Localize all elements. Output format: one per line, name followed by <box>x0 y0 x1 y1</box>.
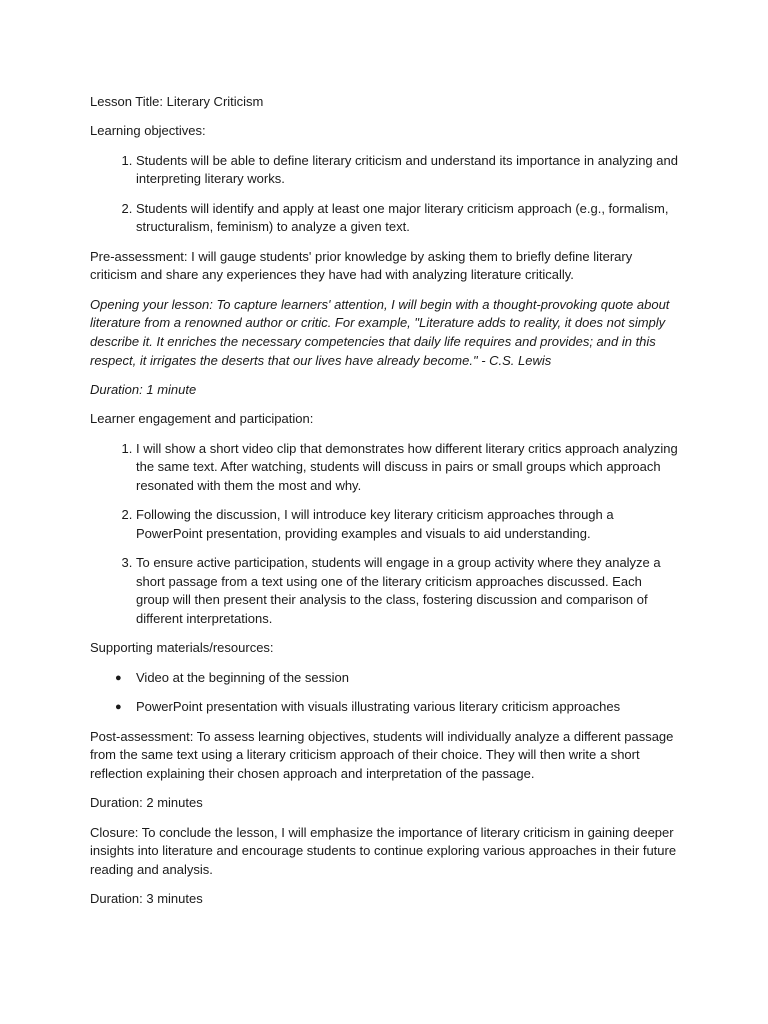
list-item <box>115 698 678 717</box>
materials-list <box>90 669 678 717</box>
list-item-text: PowerPoint presentation with visuals illustrating various literary criticism approaches <box>136 699 621 715</box>
materials-heading: Supporting materials/resources: <box>90 640 274 656</box>
lesson-title: Lesson Title: Literary Criticism <box>90 94 264 109</box>
opening-paragraph: Opening your lesson: To capture learners' attention, I will begin with a thought-provoking quote about literature from a renowned author or critic. For example, "Literature adds to reality, it does not simply describe it. It enriches the necessary competencies that daily life requires and provides; and in this respect, it irrigates the deserts that our lives have already become." - C.S. Lewis <box>90 296 670 368</box>
list-item: 1. Students will be able to define literary criticism and understand its importance in analyzing and interpreting literary works. <box>136 152 678 189</box>
list-item: 2. Following the discussion, I will introduce key literary criticism approaches through a PowerPoint presentation, providing examples and visuals to aid understanding. <box>136 506 678 543</box>
list-item-text: Video at the beginning of the session <box>136 669 349 685</box>
engagement-list <box>90 440 678 629</box>
list-item: 3. To ensure active participation, students will engage in a group activity where they analyze a short passage from a text using one of the literary criticism approaches discussed. Each group will then present their analysis to the class, fostering discussion and comparison of different interpretations. <box>136 554 678 628</box>
closure-duration: Duration: 3 minutes <box>90 891 203 907</box>
list-item: 1. I will show a short video clip that demonstrates how different literary critics approach analyzing the same text. After watching, students will discuss in pairs or small groups which approach resonated with them the most and why. <box>136 440 678 496</box>
bullet-icon: ● <box>115 701 122 714</box>
closure-paragraph: Closure: To conclude the lesson, I will emphasize the importance of literary criticism in gaining deeper insights into literature and encourage students to continue exploring various approaches in their future reading and analysis. <box>90 824 677 877</box>
engagement-heading: Learner engagement and participation: <box>90 411 314 427</box>
list-item: 2. Students will identify and apply at least one major literary criticism approach (e.g., formalism, structuralism, feminism) to analyze a given text. <box>136 200 678 237</box>
pre-assessment-paragraph: Pre-assessment: I will gauge students' prior knowledge by asking them to briefly define literary criticism and share any experiences they have had with analyzing literature critically. <box>90 248 633 283</box>
objectives-heading: Learning objectives: <box>90 123 206 139</box>
opening-duration: Duration: 1 minute <box>90 381 197 397</box>
post-duration: Duration: 2 minutes <box>90 795 203 811</box>
objectives-list <box>90 152 678 237</box>
bullet-icon: ● <box>115 671 122 684</box>
post-assessment-paragraph: Post-assessment: To assess learning objectives, students will individually analyze a different passage from the same text using a literary criticism approach of their choice. They will then write a short reflection explaining their chosen approach and interpretation of the passage. <box>90 728 674 781</box>
list-item <box>115 669 678 688</box>
